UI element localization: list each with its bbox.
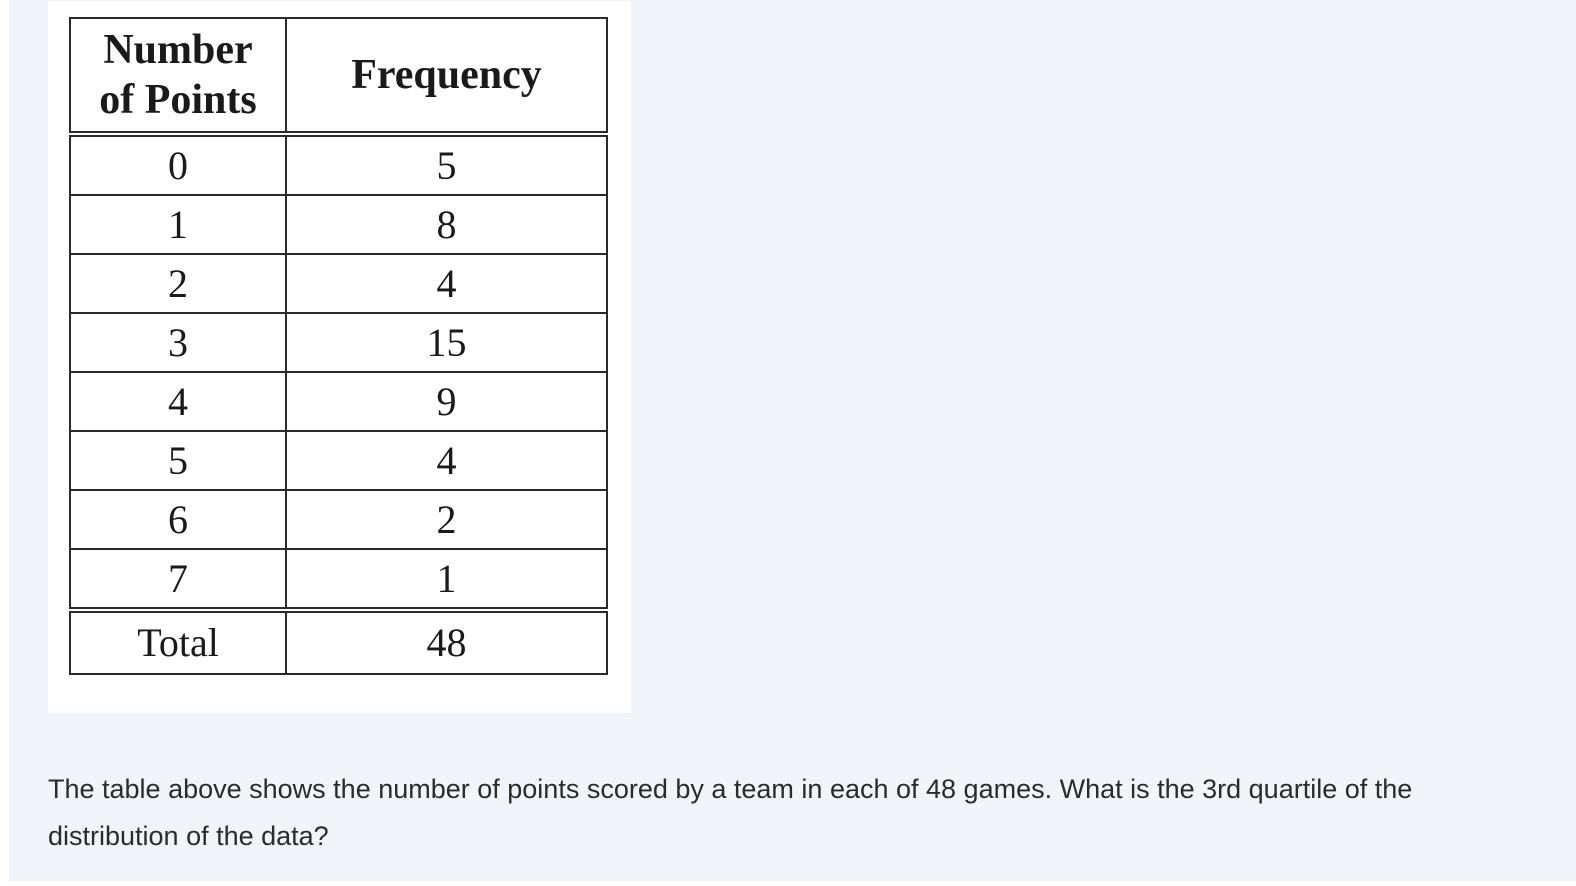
points-cell: 6 [70,490,286,549]
total-value: 48 [286,610,607,674]
points-cell: 5 [70,431,286,490]
table-row [70,195,607,254]
frequency-cell: 8 [286,195,607,254]
page [9,0,1576,881]
header-points-line2: of Points [99,77,257,123]
table-row [70,134,607,195]
frequency-cell: 4 [286,431,607,490]
total-row [70,610,607,674]
table-row [70,313,607,372]
table-header-row [70,18,607,134]
frequency-cell: 4 [286,254,607,313]
frequency-cell: 9 [286,372,607,431]
frequency-cell: 15 [286,313,607,372]
frequency-cell: 5 [286,134,607,195]
points-cell: 7 [70,549,286,610]
header-number-of-points [70,18,286,134]
table-row [70,431,607,490]
table-image [48,1,631,713]
question-text: The table above shows the number of points scored by a team in each of 48 games. What is the 3rd quartile of the distribution of the data? [48,774,1413,851]
points-cell: 4 [70,372,286,431]
header-points-line1: Number [103,27,253,73]
table-row [70,372,607,431]
points-cell: 1 [70,195,286,254]
header-frequency: Frequency [286,18,607,134]
frequency-cell: 1 [286,549,607,610]
points-cell: 3 [70,313,286,372]
frequency-table [69,17,608,675]
frequency-cell: 2 [286,490,607,549]
total-label: Total [70,610,286,674]
points-cell: 2 [70,254,286,313]
points-cell: 0 [70,134,286,195]
table-row [70,490,607,549]
table-row [70,549,607,610]
table-row [70,254,607,313]
